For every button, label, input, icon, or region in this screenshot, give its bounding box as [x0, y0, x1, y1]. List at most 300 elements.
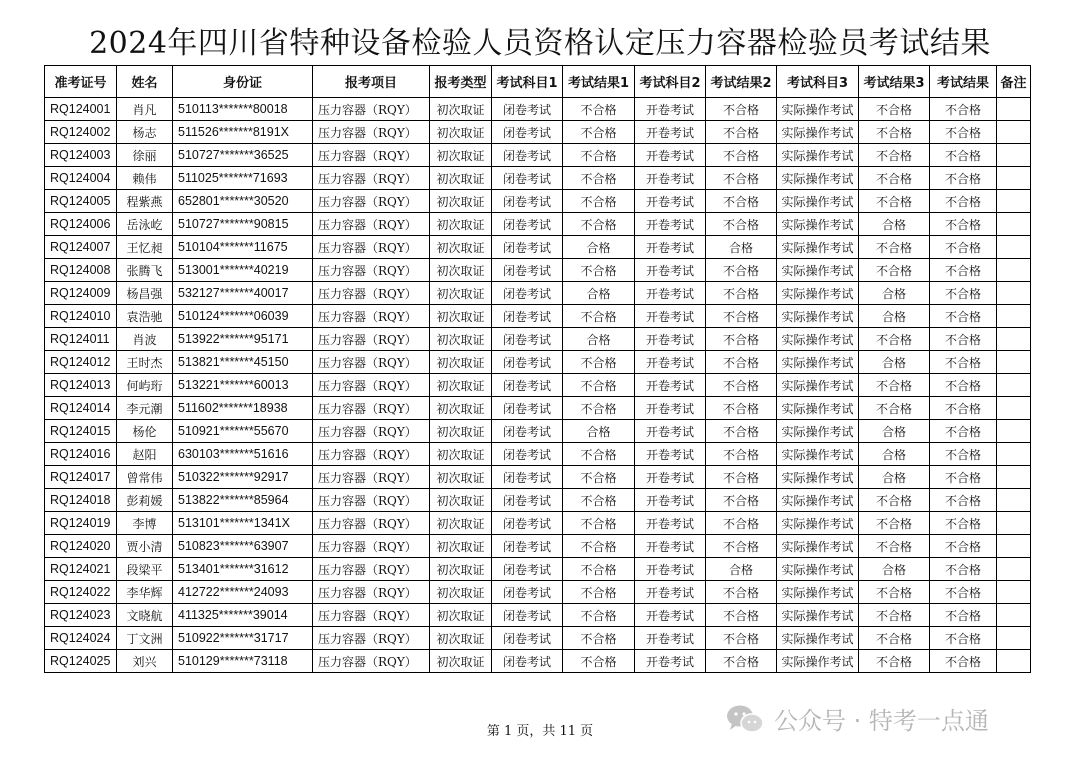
cell-type: 初次取证 [430, 190, 492, 213]
wechat-icon [726, 704, 764, 734]
table-row [45, 512, 1031, 535]
cell-result-2: 不合格 [706, 282, 777, 305]
cell-exam-id: RQ124018 [45, 489, 117, 512]
cell-subject-2: 开卷考试 [635, 305, 706, 328]
cell-subject-3: 实际操作考试 [777, 650, 859, 673]
cell-name: 王忆昶 [117, 236, 173, 259]
cell-result-3: 不合格 [859, 167, 930, 190]
cell-project: 压力容器（RQY） [313, 282, 430, 305]
cell-id-card: 513822*******85964 [173, 489, 313, 512]
cell-subject-3: 实际操作考试 [777, 443, 859, 466]
col-header-final-result: 考试结果 [930, 66, 997, 98]
cell-name: 段梁平 [117, 558, 173, 581]
cell-result-3: 不合格 [859, 259, 930, 282]
cell-subject-2: 开卷考试 [635, 374, 706, 397]
cell-type: 初次取证 [430, 581, 492, 604]
cell-subject-1: 闭卷考试 [492, 443, 563, 466]
cell-remarks [997, 282, 1031, 305]
cell-result-3: 不合格 [859, 581, 930, 604]
table-row [45, 121, 1031, 144]
table-row [45, 167, 1031, 190]
cell-name: 袁浩驰 [117, 305, 173, 328]
cell-project: 压力容器（RQY） [313, 604, 430, 627]
cell-subject-2: 开卷考试 [635, 489, 706, 512]
cell-exam-id: RQ124008 [45, 259, 117, 282]
col-header-subject-1: 考试科目1 [492, 66, 563, 98]
cell-result-2: 合格 [706, 558, 777, 581]
table-row [45, 374, 1031, 397]
cell-result-2: 不合格 [706, 213, 777, 236]
cell-remarks [997, 236, 1031, 259]
cell-subject-2: 开卷考试 [635, 328, 706, 351]
table-row [45, 397, 1031, 420]
cell-type: 初次取证 [430, 167, 492, 190]
cell-name: 何屿珩 [117, 374, 173, 397]
cell-remarks [997, 512, 1031, 535]
cell-project: 压力容器（RQY） [313, 328, 430, 351]
cell-final-result: 不合格 [930, 236, 997, 259]
cell-exam-id: RQ124007 [45, 236, 117, 259]
cell-result-3: 合格 [859, 305, 930, 328]
cell-name: 杨伦 [117, 420, 173, 443]
cell-final-result: 不合格 [930, 351, 997, 374]
cell-name: 曾常伟 [117, 466, 173, 489]
cell-remarks [997, 98, 1031, 121]
cell-subject-1: 闭卷考试 [492, 98, 563, 121]
cell-subject-3: 实际操作考试 [777, 259, 859, 282]
cell-id-card: 510129*******73118 [173, 650, 313, 673]
cell-subject-3: 实际操作考试 [777, 397, 859, 420]
cell-result-1: 不合格 [563, 443, 635, 466]
cell-id-card: 511025*******71693 [173, 167, 313, 190]
cell-final-result: 不合格 [930, 535, 997, 558]
cell-type: 初次取证 [430, 558, 492, 581]
cell-subject-1: 闭卷考试 [492, 535, 563, 558]
cell-subject-1: 闭卷考试 [492, 121, 563, 144]
cell-result-3: 不合格 [859, 512, 930, 535]
cell-name: 赖伟 [117, 167, 173, 190]
cell-subject-3: 实际操作考试 [777, 581, 859, 604]
cell-result-3: 不合格 [859, 604, 930, 627]
cell-type: 初次取证 [430, 236, 492, 259]
cell-type: 初次取证 [430, 489, 492, 512]
cell-subject-3: 实际操作考试 [777, 305, 859, 328]
cell-subject-2: 开卷考试 [635, 535, 706, 558]
cell-id-card: 511602*******18938 [173, 397, 313, 420]
cell-name: 李华辉 [117, 581, 173, 604]
table-row [45, 282, 1031, 305]
cell-project: 压力容器（RQY） [313, 259, 430, 282]
cell-result-1: 合格 [563, 236, 635, 259]
cell-result-2: 不合格 [706, 305, 777, 328]
cell-result-3: 不合格 [859, 121, 930, 144]
table-row [45, 581, 1031, 604]
cell-exam-id: RQ124002 [45, 121, 117, 144]
cell-remarks [997, 305, 1031, 328]
cell-type: 初次取证 [430, 259, 492, 282]
cell-project: 压力容器（RQY） [313, 98, 430, 121]
cell-id-card: 513221*******60013 [173, 374, 313, 397]
cell-project: 压力容器（RQY） [313, 374, 430, 397]
cell-subject-1: 闭卷考试 [492, 328, 563, 351]
cell-subject-1: 闭卷考试 [492, 213, 563, 236]
cell-id-card: 513001*******40219 [173, 259, 313, 282]
cell-remarks [997, 190, 1031, 213]
cell-subject-1: 闭卷考试 [492, 558, 563, 581]
col-header-remarks: 备注 [997, 66, 1031, 98]
cell-project: 压力容器（RQY） [313, 213, 430, 236]
cell-subject-3: 实际操作考试 [777, 328, 859, 351]
cell-result-1: 不合格 [563, 397, 635, 420]
cell-result-1: 不合格 [563, 558, 635, 581]
cell-project: 压力容器（RQY） [313, 443, 430, 466]
cell-subject-2: 开卷考试 [635, 236, 706, 259]
cell-subject-3: 实际操作考试 [777, 121, 859, 144]
cell-type: 初次取证 [430, 98, 492, 121]
cell-exam-id: RQ124022 [45, 581, 117, 604]
cell-remarks [997, 328, 1031, 351]
cell-final-result: 不合格 [930, 121, 997, 144]
cell-id-card: 513401*******31612 [173, 558, 313, 581]
cell-subject-1: 闭卷考试 [492, 466, 563, 489]
cell-result-3: 不合格 [859, 397, 930, 420]
cell-result-2: 合格 [706, 236, 777, 259]
cell-result-1: 不合格 [563, 512, 635, 535]
cell-final-result: 不合格 [930, 282, 997, 305]
cell-final-result: 不合格 [930, 213, 997, 236]
cell-name: 王时杰 [117, 351, 173, 374]
cell-remarks [997, 121, 1031, 144]
cell-id-card: 513821*******45150 [173, 351, 313, 374]
cell-final-result: 不合格 [930, 443, 997, 466]
cell-project: 压力容器（RQY） [313, 420, 430, 443]
col-header-subject-2: 考试科目2 [635, 66, 706, 98]
cell-type: 初次取证 [430, 604, 492, 627]
table-row [45, 328, 1031, 351]
cell-id-card: 532127*******40017 [173, 282, 313, 305]
cell-subject-2: 开卷考试 [635, 443, 706, 466]
cell-project: 压力容器（RQY） [313, 512, 430, 535]
cell-project: 压力容器（RQY） [313, 535, 430, 558]
cell-result-3: 不合格 [859, 489, 930, 512]
table-row [45, 259, 1031, 282]
cell-type: 初次取证 [430, 627, 492, 650]
col-header-result-2: 考试结果2 [706, 66, 777, 98]
cell-subject-2: 开卷考试 [635, 259, 706, 282]
cell-subject-1: 闭卷考试 [492, 259, 563, 282]
table-row [45, 443, 1031, 466]
cell-subject-2: 开卷考试 [635, 98, 706, 121]
cell-subject-2: 开卷考试 [635, 581, 706, 604]
cell-type: 初次取证 [430, 282, 492, 305]
cell-result-2: 不合格 [706, 98, 777, 121]
cell-subject-2: 开卷考试 [635, 512, 706, 535]
cell-exam-id: RQ124024 [45, 627, 117, 650]
cell-remarks [997, 374, 1031, 397]
cell-project: 压力容器（RQY） [313, 236, 430, 259]
cell-project: 压力容器（RQY） [313, 144, 430, 167]
cell-id-card: 511526*******8191X [173, 121, 313, 144]
cell-subject-3: 实际操作考试 [777, 282, 859, 305]
cell-exam-id: RQ124016 [45, 443, 117, 466]
cell-name: 文晓航 [117, 604, 173, 627]
cell-result-1: 不合格 [563, 213, 635, 236]
cell-result-1: 不合格 [563, 305, 635, 328]
cell-result-1: 不合格 [563, 167, 635, 190]
cell-result-3: 不合格 [859, 650, 930, 673]
cell-subject-3: 实际操作考试 [777, 604, 859, 627]
cell-final-result: 不合格 [930, 512, 997, 535]
cell-result-2: 不合格 [706, 121, 777, 144]
cell-result-3: 不合格 [859, 236, 930, 259]
cell-result-1: 不合格 [563, 489, 635, 512]
cell-name: 杨昌强 [117, 282, 173, 305]
cell-project: 压力容器（RQY） [313, 581, 430, 604]
cell-result-1: 不合格 [563, 650, 635, 673]
cell-subject-2: 开卷考试 [635, 167, 706, 190]
cell-subject-3: 实际操作考试 [777, 558, 859, 581]
cell-subject-1: 闭卷考试 [492, 420, 563, 443]
cell-subject-2: 开卷考试 [635, 650, 706, 673]
cell-exam-id: RQ124013 [45, 374, 117, 397]
cell-result-2: 不合格 [706, 535, 777, 558]
cell-remarks [997, 397, 1031, 420]
table-row [45, 236, 1031, 259]
cell-subject-2: 开卷考试 [635, 144, 706, 167]
cell-remarks [997, 351, 1031, 374]
cell-exam-id: RQ124014 [45, 397, 117, 420]
cell-project: 压力容器（RQY） [313, 558, 430, 581]
cell-exam-id: RQ124001 [45, 98, 117, 121]
cell-name: 李元潮 [117, 397, 173, 420]
cell-project: 压力容器（RQY） [313, 397, 430, 420]
cell-exam-id: RQ124005 [45, 190, 117, 213]
cell-result-1: 合格 [563, 282, 635, 305]
cell-result-1: 不合格 [563, 98, 635, 121]
cell-result-1: 不合格 [563, 535, 635, 558]
cell-final-result: 不合格 [930, 604, 997, 627]
cell-id-card: 510922*******31717 [173, 627, 313, 650]
cell-final-result: 不合格 [930, 167, 997, 190]
cell-final-result: 不合格 [930, 305, 997, 328]
table-row [45, 213, 1031, 236]
cell-final-result: 不合格 [930, 466, 997, 489]
cell-exam-id: RQ124020 [45, 535, 117, 558]
table-row [45, 144, 1031, 167]
cell-exam-id: RQ124017 [45, 466, 117, 489]
cell-final-result: 不合格 [930, 558, 997, 581]
cell-project: 压力容器（RQY） [313, 489, 430, 512]
cell-remarks [997, 259, 1031, 282]
cell-name: 杨志 [117, 121, 173, 144]
cell-result-2: 不合格 [706, 259, 777, 282]
cell-remarks [997, 489, 1031, 512]
cell-result-2: 不合格 [706, 443, 777, 466]
cell-name: 程紫燕 [117, 190, 173, 213]
cell-final-result: 不合格 [930, 259, 997, 282]
results-table [44, 65, 1031, 673]
cell-subject-3: 实际操作考试 [777, 190, 859, 213]
cell-name: 贾小清 [117, 535, 173, 558]
cell-result-3: 合格 [859, 466, 930, 489]
cell-subject-1: 闭卷考试 [492, 167, 563, 190]
cell-result-1: 不合格 [563, 581, 635, 604]
cell-exam-id: RQ124025 [45, 650, 117, 673]
cell-subject-1: 闭卷考试 [492, 581, 563, 604]
cell-name: 刘兴 [117, 650, 173, 673]
cell-result-1: 合格 [563, 328, 635, 351]
cell-type: 初次取证 [430, 213, 492, 236]
cell-project: 压力容器（RQY） [313, 167, 430, 190]
cell-subject-3: 实际操作考试 [777, 466, 859, 489]
cell-type: 初次取证 [430, 443, 492, 466]
table-row [45, 489, 1031, 512]
cell-type: 初次取证 [430, 466, 492, 489]
cell-result-2: 不合格 [706, 627, 777, 650]
cell-subject-3: 实际操作考试 [777, 213, 859, 236]
cell-final-result: 不合格 [930, 190, 997, 213]
table-header-row [45, 66, 1031, 98]
cell-final-result: 不合格 [930, 627, 997, 650]
cell-result-1: 不合格 [563, 259, 635, 282]
cell-remarks [997, 558, 1031, 581]
cell-name: 彭莉媛 [117, 489, 173, 512]
table-row [45, 98, 1031, 121]
page-footer: 第 1 页，共 11 页 [486, 724, 594, 739]
cell-result-3: 不合格 [859, 328, 930, 351]
cell-result-3: 不合格 [859, 374, 930, 397]
cell-project: 压力容器（RQY） [313, 351, 430, 374]
table-row [45, 627, 1031, 650]
cell-type: 初次取证 [430, 650, 492, 673]
cell-subject-1: 闭卷考试 [492, 190, 563, 213]
col-header-project: 报考项目 [313, 66, 430, 98]
cell-id-card: 510921*******55670 [173, 420, 313, 443]
cell-subject-3: 实际操作考试 [777, 420, 859, 443]
cell-result-2: 不合格 [706, 144, 777, 167]
cell-id-card: 510124*******06039 [173, 305, 313, 328]
watermark [726, 701, 989, 736]
table-row [45, 305, 1031, 328]
cell-subject-2: 开卷考试 [635, 604, 706, 627]
cell-result-2: 不合格 [706, 512, 777, 535]
cell-subject-3: 实际操作考试 [777, 167, 859, 190]
cell-type: 初次取证 [430, 144, 492, 167]
cell-name: 肖凡 [117, 98, 173, 121]
cell-subject-3: 实际操作考试 [777, 351, 859, 374]
cell-subject-2: 开卷考试 [635, 420, 706, 443]
cell-exam-id: RQ124011 [45, 328, 117, 351]
cell-subject-1: 闭卷考试 [492, 236, 563, 259]
cell-subject-1: 闭卷考试 [492, 650, 563, 673]
table-row [45, 351, 1031, 374]
cell-subject-2: 开卷考试 [635, 190, 706, 213]
cell-final-result: 不合格 [930, 581, 997, 604]
cell-result-2: 不合格 [706, 604, 777, 627]
cell-result-1: 不合格 [563, 351, 635, 374]
cell-id-card: 513101*******1341X [173, 512, 313, 535]
cell-result-2: 不合格 [706, 466, 777, 489]
cell-id-card: 510823*******63907 [173, 535, 313, 558]
cell-result-3: 合格 [859, 420, 930, 443]
cell-remarks [997, 650, 1031, 673]
cell-result-2: 不合格 [706, 167, 777, 190]
cell-final-result: 不合格 [930, 650, 997, 673]
cell-result-2: 不合格 [706, 397, 777, 420]
cell-subject-2: 开卷考试 [635, 213, 706, 236]
cell-type: 初次取证 [430, 121, 492, 144]
cell-remarks [997, 213, 1031, 236]
cell-result-1: 不合格 [563, 604, 635, 627]
cell-result-1: 不合格 [563, 121, 635, 144]
col-header-exam-id: 准考证号 [45, 66, 117, 98]
cell-result-3: 不合格 [859, 535, 930, 558]
cell-result-3: 合格 [859, 213, 930, 236]
cell-result-2: 不合格 [706, 581, 777, 604]
cell-name: 丁文洲 [117, 627, 173, 650]
cell-subject-3: 实际操作考试 [777, 374, 859, 397]
cell-name: 赵阳 [117, 443, 173, 466]
cell-id-card: 510104*******11675 [173, 236, 313, 259]
cell-project: 压力容器（RQY） [313, 121, 430, 144]
cell-final-result: 不合格 [930, 328, 997, 351]
cell-result-2: 不合格 [706, 190, 777, 213]
cell-exam-id: RQ124015 [45, 420, 117, 443]
cell-subject-2: 开卷考试 [635, 351, 706, 374]
cell-result-3: 合格 [859, 558, 930, 581]
cell-type: 初次取证 [430, 305, 492, 328]
cell-subject-3: 实际操作考试 [777, 98, 859, 121]
cell-subject-1: 闭卷考试 [492, 144, 563, 167]
cell-type: 初次取证 [430, 351, 492, 374]
cell-subject-2: 开卷考试 [635, 397, 706, 420]
cell-id-card: 513922*******95171 [173, 328, 313, 351]
cell-result-1: 不合格 [563, 190, 635, 213]
cell-result-2: 不合格 [706, 650, 777, 673]
col-header-result-3: 考试结果3 [859, 66, 930, 98]
col-header-id-card: 身份证 [173, 66, 313, 98]
cell-result-3: 合格 [859, 282, 930, 305]
cell-subject-3: 实际操作考试 [777, 627, 859, 650]
cell-remarks [997, 604, 1031, 627]
cell-result-3: 合格 [859, 443, 930, 466]
cell-subject-1: 闭卷考试 [492, 489, 563, 512]
cell-result-1: 不合格 [563, 144, 635, 167]
cell-subject-2: 开卷考试 [635, 282, 706, 305]
cell-result-3: 合格 [859, 351, 930, 374]
table-row [45, 466, 1031, 489]
cell-remarks [997, 581, 1031, 604]
cell-remarks [997, 420, 1031, 443]
watermark-text: 公众号 · 特考一点通 [774, 707, 989, 735]
cell-id-card: 412722*******24093 [173, 581, 313, 604]
cell-exam-id: RQ124012 [45, 351, 117, 374]
cell-name: 岳泳屹 [117, 213, 173, 236]
cell-result-2: 不合格 [706, 420, 777, 443]
cell-subject-1: 闭卷考试 [492, 604, 563, 627]
cell-result-2: 不合格 [706, 489, 777, 512]
table-row [45, 650, 1031, 673]
cell-result-2: 不合格 [706, 328, 777, 351]
col-header-subject-3: 考试科目3 [777, 66, 859, 98]
cell-subject-3: 实际操作考试 [777, 144, 859, 167]
cell-subject-1: 闭卷考试 [492, 305, 563, 328]
cell-subject-1: 闭卷考试 [492, 512, 563, 535]
cell-result-3: 不合格 [859, 98, 930, 121]
cell-name: 肖波 [117, 328, 173, 351]
cell-name: 徐丽 [117, 144, 173, 167]
cell-final-result: 不合格 [930, 397, 997, 420]
